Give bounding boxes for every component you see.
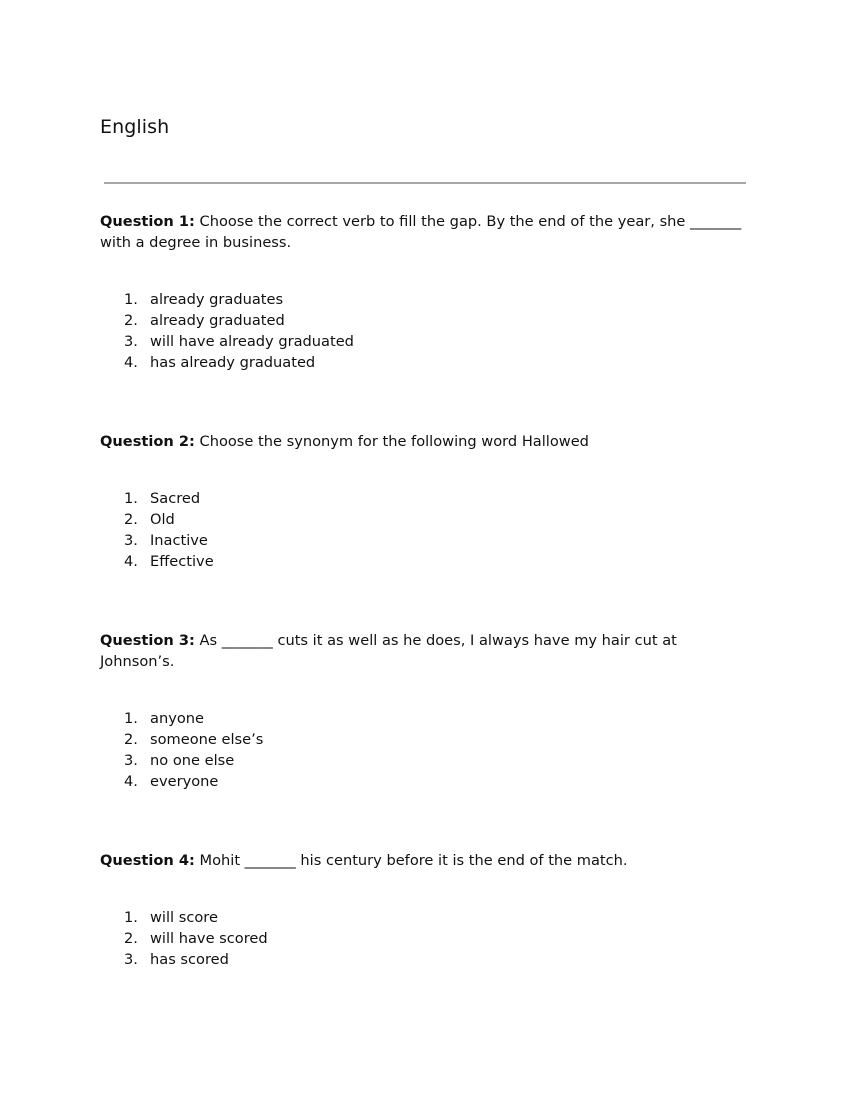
option-number: 2.: [124, 731, 138, 748]
option-number: 4.: [124, 354, 138, 371]
option-text: Sacred: [150, 490, 201, 507]
option-item: [124, 907, 268, 928]
question-3: [100, 630, 750, 790]
option-item: [124, 310, 354, 331]
option-item: [124, 509, 214, 530]
question-1-text: [100, 211, 750, 253]
option-item: [124, 708, 263, 729]
option-number: 3.: [124, 752, 138, 769]
question-2-text: [100, 431, 750, 452]
option-number: 1.: [124, 490, 138, 507]
option-text: has already graduated: [150, 354, 316, 371]
option-text: Effective: [150, 553, 214, 570]
question-3-options: [124, 708, 263, 792]
question-3-text: [100, 630, 750, 672]
question-2: [100, 431, 750, 570]
option-item: [124, 331, 354, 352]
option-text: Old: [150, 511, 175, 528]
option-item: [124, 750, 263, 771]
option-item: [124, 729, 263, 750]
question-2-prompt: Choose the synonym for the following word Hallowed: [194, 433, 589, 450]
option-text: someone else’s: [150, 731, 264, 748]
option-item: [124, 771, 263, 792]
option-text: no one else: [150, 752, 235, 769]
option-number: 1.: [124, 291, 138, 308]
option-text: everyone: [150, 773, 219, 790]
option-number: 3.: [124, 333, 138, 350]
option-text: anyone: [150, 710, 204, 727]
option-number: 3.: [124, 951, 138, 968]
question-4: [100, 850, 750, 968]
option-item: [124, 551, 214, 572]
option-number: 3.: [124, 532, 138, 549]
option-item: [124, 488, 214, 509]
option-number: 4.: [124, 773, 138, 790]
horizontal-rule: [104, 182, 746, 184]
question-3-prompt: As _______ cuts it as well as he does, I always have my hair cut at Johnson’s.: [100, 632, 677, 670]
question-1-options: [124, 289, 354, 373]
option-number: 1.: [124, 710, 138, 727]
option-item: [124, 949, 268, 970]
option-item: [124, 352, 354, 373]
option-text: has scored: [150, 951, 229, 968]
option-text: already graduated: [150, 312, 285, 329]
option-text: already graduates: [150, 291, 284, 308]
question-2-label: Question 2:: [100, 433, 195, 450]
question-1: [100, 211, 750, 371]
question-3-label: Question 3:: [100, 632, 195, 649]
question-1-label: Question 1:: [100, 213, 195, 230]
option-item: [124, 530, 214, 551]
option-number: 2.: [124, 511, 138, 528]
question-1-prompt: Choose the correct verb to fill the gap. By the end of the year, she _______ with a degree in business.: [100, 213, 742, 251]
option-text: will score: [150, 909, 218, 926]
option-item: [124, 928, 268, 949]
option-text: will have already graduated: [150, 333, 354, 350]
question-4-options: [124, 907, 268, 970]
option-number: 2.: [124, 930, 138, 947]
page-title: English: [100, 116, 170, 138]
option-number: 1.: [124, 909, 138, 926]
question-2-options: [124, 488, 214, 572]
question-4-text: [100, 850, 750, 871]
option-number: 2.: [124, 312, 138, 329]
option-text: Inactive: [150, 532, 208, 549]
option-item: [124, 289, 354, 310]
question-4-prompt: Mohit _______ his century before it is the end of the match.: [194, 852, 628, 869]
question-4-label: Question 4:: [100, 852, 195, 869]
option-number: 4.: [124, 553, 138, 570]
option-text: will have scored: [150, 930, 268, 947]
